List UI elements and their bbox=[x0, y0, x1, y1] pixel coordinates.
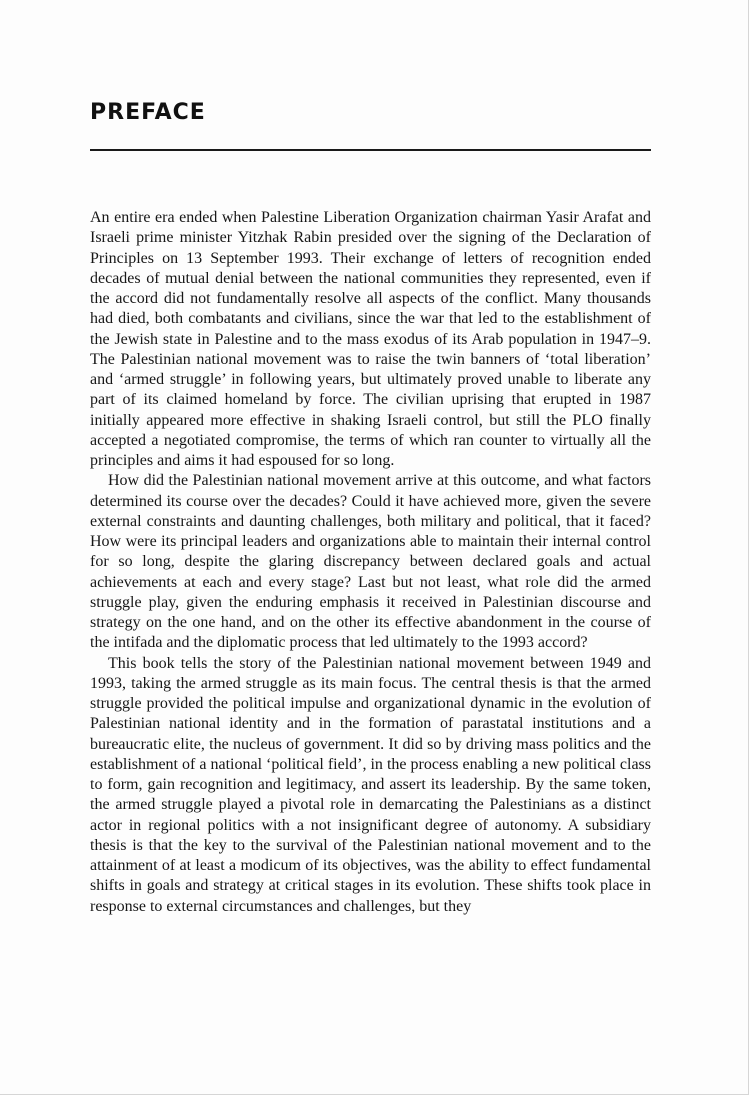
heading-divider bbox=[90, 149, 651, 151]
chapter-heading: PREFACE bbox=[90, 100, 206, 125]
paragraph-1: An entire era ended when Palestine Liberation Organization chairman Yasir Arafat and Israeli prime minister Yitzhak Rabin presided over the signing of the Declaration of Principles on 13 September 1993. Their exchange of letters of recognition ended decades of mutual denial between the national communities they represented, even if the accord did not fundamentally resolve all aspects of the conflict. Many thousands had died, both combatants and civilians, since the war that led to the establishment of the Jewish state in Palestine and to the mass exodus of its Arab population in 1947–9. The Palestinian national movement was to raise the twin banners of ‘total liberation’ and ‘armed struggle’ in following years, but ultimately proved unable to liberate any part of its claimed homeland by force. The civilian uprising that erupted in 1987 initially appeared more effective in shaking Israeli control, but still the PLO finally accepted a negotiated compromise, the terms of which ran counter to virtually all the principles and aims it had espoused for so long. bbox=[90, 209, 651, 469]
preface-body bbox=[90, 208, 651, 917]
paragraph-3: This book tells the story of the Palestinian national movement between 1949 and 1993, taking the armed struggle as its main focus. The central thesis is that the armed struggle provided the political impulse and organizational dynamic in the evolution of Palestinian national identity and in the formation of parastatal institutions and a bureaucratic elite, the nucleus of government. It did so by driving mass politics and the establishment of a national ‘political field’, in the process enabling a new political class to form, gain recognition and legitimacy, and assert its leadership. By the same token, the armed struggle played a pivotal role in demarcating the Palestinians as a distinct actor in regional politics with a not insignificant degree of autonomy. A subsidiary thesis is that the key to the survival of the Palestinian national movement and to the attainment of at least a modicum of its objectives, was the ability to effect fundamental shifts in goals and strategy at critical stages in its evolution. These shifts took place in response to external circumstances and challenges, but they bbox=[90, 654, 651, 915]
paragraph-2: How did the Palestinian national movement arrive at this outcome, and what factors determined its course over the decades? Could it have achieved more, given the severe external constraints and daunting challenges, both military and political, that it faced? How were its principal leaders and organizations able to maintain their internal control for so long, despite the glaring discrepancy between declared goals and actual achievements at each and every stage? Last but not least, what role did the armed struggle play, given the enduring emphasis it received in Palestinian discourse and strategy on the one hand, and on the other its effective abandonment in the course of the intifada and the diplomatic process that led ultimately to the 1993 accord? bbox=[90, 472, 651, 652]
